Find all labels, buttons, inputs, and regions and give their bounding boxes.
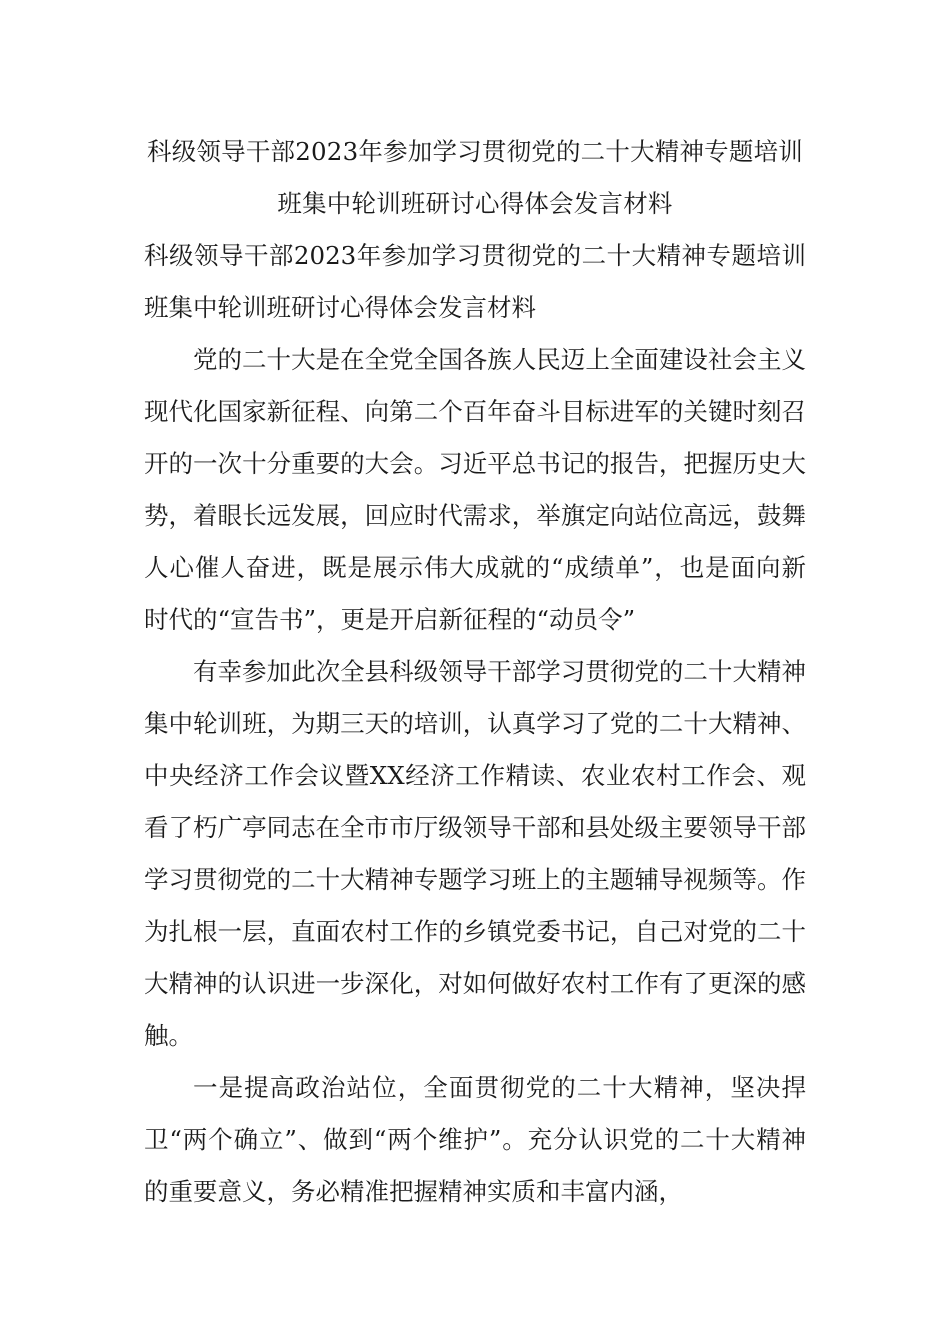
document-title: 科级领导干部2023年参加学习贯彻党的二十大精神专题培训班集中轮训班研讨心得体会发言材料 bbox=[147, 137, 803, 218]
paragraph-2: 有幸参加此次全县科级领导干部学习贯彻党的二十大精神集中轮训班，为期三天的培训，认真学习了党的二十大精神、中央经济工作会议暨XX经济工作精读、农业农村工作会、观看了朽广亭同志在全市市厅级领导干部和县处级主要领导干部学习贯彻党的二十大精神专题学习班上的主题辅导视频等。作为扎根一层，直面农村工作的乡镇党委书记，自己对党的二十大精神的认识进一步深化，对如何做好农村工作有了更深的感触。 bbox=[144, 657, 806, 1050]
paragraph-3: 一是提高政治站位，全面贯彻党的二十大精神，坚决捍卫“两个确立”、做到“两个维护”。充分认识党的二十大精神的重要意义，务必精准把握精神实质和丰富内涵， bbox=[144, 1073, 806, 1206]
document-body bbox=[144, 126, 806, 1218]
document-title-repeat: 科级领导干部2023年参加学习贯彻党的二十大精神专题培训班集中轮训班研讨心得体会发言材料 bbox=[144, 241, 806, 322]
paragraph-1: 党的二十大是在全党全国各族人民迈上全面建设社会主义现代化国家新征程、向第二个百年奋斗目标进军的关键时刻召开的一次十分重要的大会。习近平总书记的报告，把握历史大势，着眼长远发展，回应时代需求，举旗定向站位高远，鼓舞人心催人奋进，既是展示伟大成就的“成绩单”，也是面向新时代的“宣告书”，更是开启新征程的“动员令” bbox=[144, 345, 806, 634]
